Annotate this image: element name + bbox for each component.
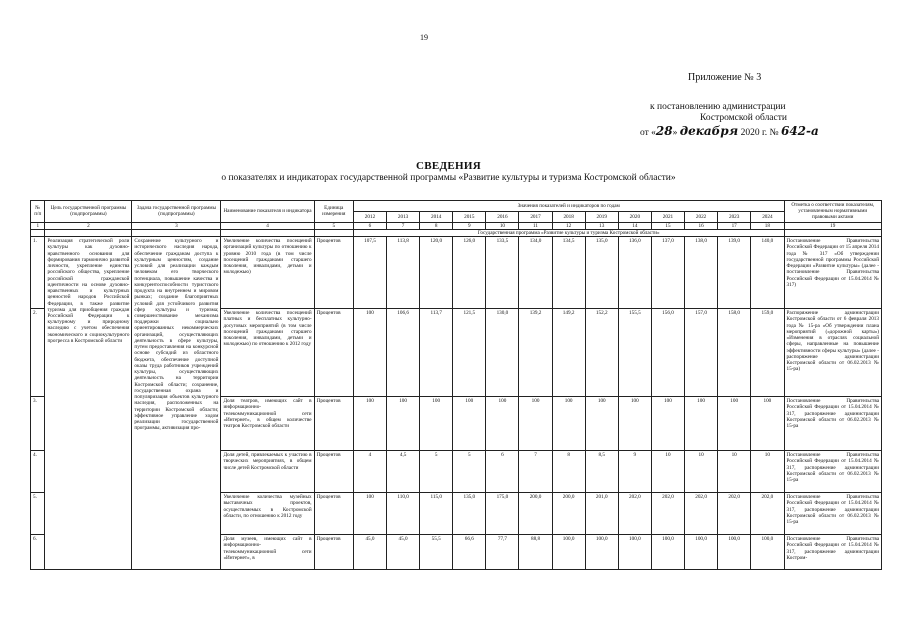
value-cell: 100,0 bbox=[685, 535, 718, 570]
row-number: 1. bbox=[31, 237, 45, 309]
value-cell: 110,0 bbox=[387, 493, 420, 535]
value-cell: 4 bbox=[353, 451, 386, 493]
value-cell: 45,0 bbox=[353, 535, 386, 570]
value-cell: 100,0 bbox=[718, 535, 751, 570]
value-cell: 135,0 bbox=[453, 493, 486, 535]
value-cell: 100,0 bbox=[618, 535, 651, 570]
handwritten-day: 28 bbox=[655, 124, 673, 138]
column-number: 9 bbox=[453, 222, 486, 229]
value-cell: 100 bbox=[353, 309, 386, 397]
value-cell: 113,8 bbox=[387, 237, 420, 309]
value-cell: 175,0 bbox=[486, 493, 519, 535]
value-cell: 136,0 bbox=[618, 237, 651, 309]
value-cell: 10 bbox=[718, 451, 751, 493]
value-cell: 100 bbox=[519, 397, 552, 451]
value-cell: 149,2 bbox=[552, 309, 585, 397]
page-number: 19 bbox=[420, 33, 428, 42]
value-cell: 9 bbox=[618, 451, 651, 493]
value-cell: 10 bbox=[651, 451, 684, 493]
value-cell: 157,0 bbox=[685, 309, 718, 397]
column-number: 13 bbox=[585, 222, 618, 229]
header-year: 2016 bbox=[486, 211, 519, 222]
value-cell: 106,6 bbox=[387, 309, 420, 397]
indicator-cell: Доля театров, имеющих сайт в информационно-телекоммуникационной сети «Интернет», в общем количестве театров Костромской области bbox=[221, 397, 314, 451]
note-cell: Распоряжение администрации Костромской области от 6 февраля 2013 года № 15-ра «Об утверждении плана мероприятий («дорожной карты») «Изменения в отраслях социальной сферы, направленные на повышение эффективности сферы культуры» (далее - распоряжение администрации Костромской области от 06.02.2013 № 15-ра) bbox=[784, 309, 881, 397]
value-cell: 45,0 bbox=[387, 535, 420, 570]
column-number: 15 bbox=[651, 222, 684, 229]
unit-cell: Процентов bbox=[314, 397, 353, 451]
note-cell: Постановление Правительства Российской Федерации от 15.04.2014 № 317, распоряжение администрации Костромской области от 06.02.2013 № 15-ра bbox=[784, 493, 881, 535]
value-cell: 138,0 bbox=[685, 237, 718, 309]
value-cell: 100,0 bbox=[751, 535, 784, 570]
value-cell: 200,0 bbox=[552, 493, 585, 535]
header-year: 2013 bbox=[387, 211, 420, 222]
date-mid: » bbox=[672, 128, 678, 138]
value-cell: 55,5 bbox=[420, 535, 453, 570]
row-number: 4. bbox=[31, 451, 45, 493]
column-number: 11 bbox=[519, 222, 552, 229]
header-year: 2018 bbox=[552, 211, 585, 222]
value-cell: 140,0 bbox=[751, 237, 784, 309]
header-year: 2021 bbox=[651, 211, 684, 222]
column-number: 2 bbox=[45, 222, 132, 229]
header-note: Отметка о соответствии показателям, установленным нормативными правовыми актами bbox=[784, 201, 881, 223]
value-cell: 4,5 bbox=[387, 451, 420, 493]
value-cell: 139,2 bbox=[519, 309, 552, 397]
value-cell: 201,0 bbox=[585, 493, 618, 535]
indicator-cell: Доля детей, привлекаемых к участию в творческих мероприятиях, в общем числе детей Костромской области bbox=[221, 451, 314, 493]
header-year: 2023 bbox=[718, 211, 751, 222]
value-cell: 159,0 bbox=[751, 309, 784, 397]
header-unit: Единица измерения bbox=[314, 201, 353, 223]
column-number: 1 bbox=[31, 222, 45, 229]
post-line-1: к постановлению администрации bbox=[650, 102, 786, 112]
value-cell: 77,7 bbox=[486, 535, 519, 570]
indicator-cell: Увеличение количества посещений организаций культуры по отношению к уровню 2010 года (в том числе посещений гражданами старшего поколения, инвалидами, детьми и молодежью) bbox=[221, 237, 314, 309]
value-cell: 5 bbox=[420, 451, 453, 493]
header-num: № п/п bbox=[31, 201, 45, 223]
unit-cell: Процентов bbox=[314, 309, 353, 397]
value-cell: 100,0 bbox=[552, 535, 585, 570]
value-cell: 202,0 bbox=[718, 493, 751, 535]
column-number: 12 bbox=[552, 222, 585, 229]
value-cell: 100 bbox=[420, 397, 453, 451]
value-cell: 100,0 bbox=[651, 535, 684, 570]
value-cell: 126,0 bbox=[453, 237, 486, 309]
column-number: 16 bbox=[685, 222, 718, 229]
value-cell: 100 bbox=[353, 397, 386, 451]
date-year: 2020 г. № bbox=[740, 128, 779, 138]
value-cell: 10 bbox=[685, 451, 718, 493]
program-row: Государственная программа «Развитие культуры и туризма Костромской области» bbox=[353, 229, 784, 236]
post-line-3 bbox=[640, 124, 819, 138]
indicators-table bbox=[30, 200, 882, 570]
value-cell: 121,5 bbox=[453, 309, 486, 397]
header-year: 2024 bbox=[751, 211, 784, 222]
unit-cell: Процентов bbox=[314, 535, 353, 570]
value-cell: 5 bbox=[453, 451, 486, 493]
unit-cell: Процентов bbox=[314, 237, 353, 309]
value-cell: 202,0 bbox=[685, 493, 718, 535]
column-number: 3 bbox=[132, 222, 221, 229]
column-number: 4 bbox=[221, 222, 314, 229]
value-cell: 10 bbox=[751, 451, 784, 493]
header-task: Задача государственной программы (подпрограммы) bbox=[132, 201, 221, 223]
note-cell: Постановление Правительства Российской Федерации от 15.04.2014 № 317, распоряжение администрации Костромской области от 06.02.2013 № 15-ра bbox=[784, 451, 881, 493]
row-number: 6. bbox=[31, 535, 45, 570]
column-number: 7 bbox=[387, 222, 420, 229]
note-cell: Постановление Правительства Российской Федерации от 15.04.2014 № 317, распоряжение администрации Костром- bbox=[784, 535, 881, 570]
value-cell: 202,0 bbox=[651, 493, 684, 535]
value-cell: 8,5 bbox=[585, 451, 618, 493]
value-cell: 100 bbox=[552, 397, 585, 451]
value-cell: 100 bbox=[685, 397, 718, 451]
header-year: 2017 bbox=[519, 211, 552, 222]
value-cell: 100 bbox=[585, 397, 618, 451]
unit-cell: Процентов bbox=[314, 493, 353, 535]
value-cell: 100 bbox=[486, 397, 519, 451]
unit-cell: Процентов bbox=[314, 451, 353, 493]
value-cell: 88,8 bbox=[519, 535, 552, 570]
header-years-group: Значения показателей и индикаторов по годам bbox=[353, 201, 784, 212]
note-cell: Постановление Правительства Российской Федерации от 15.04.2014 № 317, распоряжение администрации Костромской области от 06.02.2013 № 15-ра bbox=[784, 397, 881, 451]
handwritten-number: 642-а bbox=[780, 124, 819, 138]
column-number: 17 bbox=[718, 222, 751, 229]
value-cell: 100 bbox=[618, 397, 651, 451]
table-row bbox=[31, 237, 882, 309]
column-number: 5 bbox=[314, 222, 353, 229]
value-cell: 134,0 bbox=[519, 237, 552, 309]
column-number: 6 bbox=[353, 222, 386, 229]
indicator-cell: Доля музеев, имеющих сайт в информационно-телекоммуникационной сети «Интернет», в bbox=[221, 535, 314, 570]
value-cell: 155,5 bbox=[618, 309, 651, 397]
value-cell: 6 bbox=[486, 451, 519, 493]
value-cell: 158,0 bbox=[718, 309, 751, 397]
column-number: 14 bbox=[618, 222, 651, 229]
row-number: 5. bbox=[31, 493, 45, 535]
value-cell: 100 bbox=[751, 397, 784, 451]
appendix-label: Приложение № 3 bbox=[688, 72, 762, 83]
value-cell: 66,6 bbox=[453, 535, 486, 570]
value-cell: 130,0 bbox=[486, 309, 519, 397]
header-indicator: Наименование показателя и индикатора bbox=[221, 201, 314, 223]
row-number: 2. bbox=[31, 309, 45, 397]
value-cell: 137,0 bbox=[651, 237, 684, 309]
value-cell: 100,0 bbox=[585, 535, 618, 570]
header-year: 2015 bbox=[453, 211, 486, 222]
value-cell: 133,5 bbox=[486, 237, 519, 309]
column-number: 18 bbox=[751, 222, 784, 229]
header-year: 2019 bbox=[585, 211, 618, 222]
header-goal: Цель государственной программы (подпрограммы) bbox=[45, 201, 132, 223]
date-prefix: от « bbox=[640, 128, 656, 138]
header-year: 2022 bbox=[685, 211, 718, 222]
value-cell: 202,0 bbox=[618, 493, 651, 535]
header-year: 2014 bbox=[420, 211, 453, 222]
value-cell: 100 bbox=[353, 493, 386, 535]
document-subtitle: о показателях и индикаторах государственной программы «Развитие культуры и туризма Костромской области» bbox=[221, 173, 676, 183]
task-cell: Сохранение культурного и исторического наследия народа, обеспечение гражданам доступа к культурным ценностям, создание условий для реализации каждым человеком его творческого потенциала, повышение качества и конкурентоспособности туристского продукта на внутреннем и мировом рынках; создание благоприятных условий для устойчивого развития сфер культуры и туризма; совершенствование механизма поддержки социально ориентированных некоммерческих организаций, осуществляющих деятельность в сфере культуры, путем предоставления на конкурсной основе субсидий из областного бюджета, обеспечение доступной оказы труда работников учреждений культуры, осуществляющих деятельность на территории Костромской области; сохранение, государственная охрана и популяризация объектов культурного наследия, расположенных на территории Костромской области; эффективное управление ходом реализации государственной программы, активизация про- bbox=[132, 237, 221, 570]
value-cell: 156,0 bbox=[651, 309, 684, 397]
value-cell: 134,5 bbox=[552, 237, 585, 309]
value-cell: 139,0 bbox=[718, 237, 751, 309]
header-year: 2020 bbox=[618, 211, 651, 222]
value-cell: 100 bbox=[453, 397, 486, 451]
indicator-cell: Увеличение количества музейных выставочных проектов, осуществляемых в Костромской области, по отношению к 2012 году bbox=[221, 493, 314, 535]
value-cell: 100 bbox=[387, 397, 420, 451]
value-cell: 107,5 bbox=[353, 237, 386, 309]
handwritten-month: декабря bbox=[679, 124, 739, 138]
header-year: 2012 bbox=[353, 211, 386, 222]
value-cell: 7 bbox=[519, 451, 552, 493]
value-cell: 135,0 bbox=[585, 237, 618, 309]
column-number: 10 bbox=[486, 222, 519, 229]
value-cell: 113,7 bbox=[420, 309, 453, 397]
value-cell: 100 bbox=[718, 397, 751, 451]
indicator-cell: Увеличение количества посещений платных и бесплатных культурно-досуговых мероприятий (в том числе посещений гражданами старшего поколения, инвалидами, детьми и молодежью) по отношению к 2012 году bbox=[221, 309, 314, 397]
value-cell: 115,0 bbox=[420, 493, 453, 535]
value-cell: 120,0 bbox=[420, 237, 453, 309]
note-cell: Постановление Правительства Российской Федерации от 15 апреля 2014 года № 317 «Об утверждении государственной программы Российской Федерации «Развитие культуры» (далее - постановление Правительства Российской Федерации от 15.04.2014 № 317) bbox=[784, 237, 881, 309]
column-number: 8 bbox=[420, 222, 453, 229]
value-cell: 8 bbox=[552, 451, 585, 493]
post-line-2: Костромской области bbox=[700, 113, 787, 123]
value-cell: 200,0 bbox=[519, 493, 552, 535]
column-number: 19 bbox=[784, 222, 881, 229]
value-cell: 152,2 bbox=[585, 309, 618, 397]
value-cell: 100 bbox=[651, 397, 684, 451]
row-number: 3. bbox=[31, 397, 45, 451]
document-title: СВЕДЕНИЯ bbox=[416, 160, 481, 172]
goal-cell: Реализация стратегической роли культуры как духовно-нравственного основания для формирования гармонично развитой личности, укрепление единства российского общества, укрепление российской гражданской идентичности на основе духовно-нравственных и культурных ценностей народов Российской Федерации, в также развитие туризма для приобщения граждан Российской Федерации к культурному и природному наследию с учетом обеспечения экономического и социокультурного прогресса в Костромской области bbox=[45, 237, 132, 570]
value-cell: 202,0 bbox=[751, 493, 784, 535]
